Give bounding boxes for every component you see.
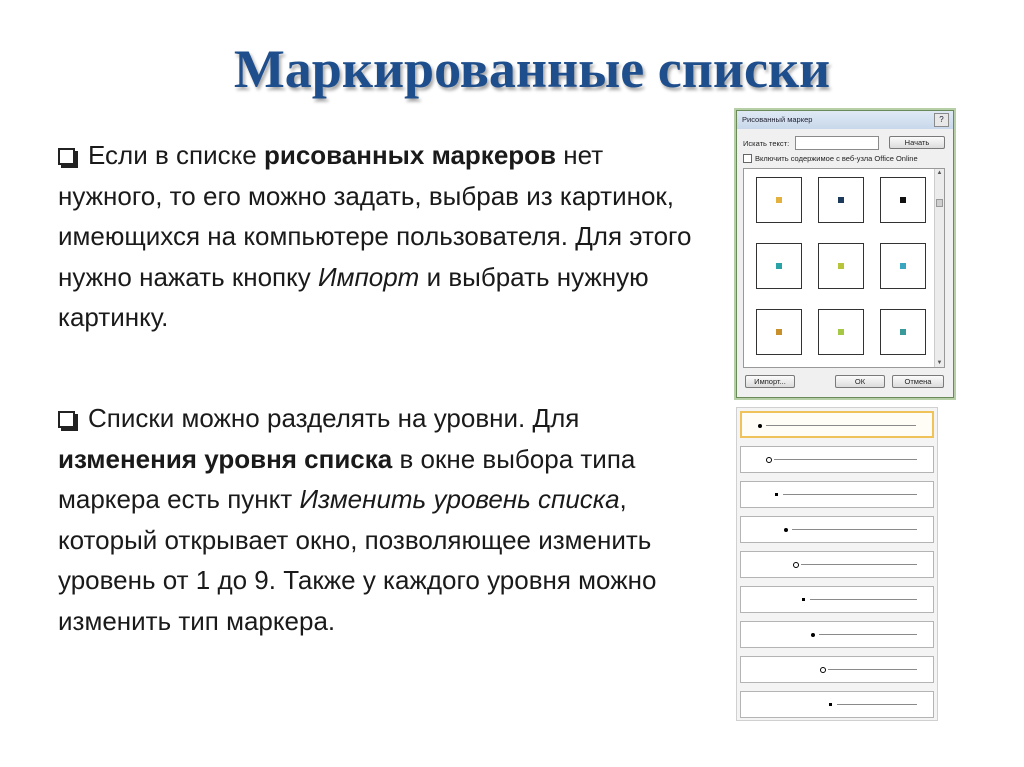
italic-import: Импорт — [318, 261, 420, 292]
level-text-line — [837, 704, 917, 705]
paragraph-list-levels: Списки можно разделять на уровни. Для изменения уровня списка в окне выбора типа маркера есть пункт Изменить уровень списка, который открывает окно, позволяющее изменить уровень от 1 до 9. Также у каждого уровня можно изменить тип маркера. — [58, 403, 657, 636]
italic-change-level: Изменить уровень списка — [299, 484, 620, 514]
checkbox-bullet-icon — [58, 411, 75, 428]
ok-button[interactable]: ОК — [835, 375, 885, 388]
import-button[interactable]: Импорт... — [745, 375, 795, 388]
square-marker-icon — [829, 703, 832, 706]
include-online-checkbox[interactable]: Включить содержимое с веб-узла Office Online — [743, 154, 918, 163]
checkbox-icon[interactable] — [743, 154, 752, 163]
dialog-title: Рисованный маркер — [742, 115, 813, 124]
scroll-down-icon[interactable]: ▼ — [936, 360, 943, 366]
dot-marker-icon — [758, 424, 762, 428]
list-level-option[interactable] — [740, 586, 934, 613]
circle-marker-icon — [820, 667, 826, 673]
bullet-picture-icon — [900, 263, 906, 269]
scroll-thumb[interactable] — [936, 199, 943, 207]
list-level-option[interactable] — [740, 411, 934, 438]
level-text-line — [801, 564, 917, 565]
bullet-picture-tile[interactable] — [756, 177, 802, 223]
list-level-option[interactable] — [740, 551, 934, 578]
bullet-picture-tile[interactable] — [880, 309, 926, 355]
bold-change-level: изменения уровня списка — [58, 443, 393, 474]
checkbox-bullet-icon — [58, 148, 75, 165]
list-level-option[interactable] — [740, 446, 934, 473]
bullet-picture-icon — [776, 197, 782, 203]
bullet-picture-icon — [900, 197, 906, 203]
bullet-picture-icon — [838, 263, 844, 269]
level-text-line — [783, 494, 917, 495]
level-text-line — [810, 599, 917, 600]
level-text-line — [774, 459, 917, 460]
level-text-line — [819, 634, 917, 635]
bullet-picture-icon — [900, 329, 906, 335]
bullet-picture-grid — [743, 168, 945, 368]
bold-drawn-markers: рисованных маркеров — [263, 140, 557, 170]
bullet-picture-icon — [776, 329, 782, 335]
list-level-option[interactable] — [740, 481, 934, 508]
bullet-picture-icon — [838, 329, 844, 335]
dialog-titlebar — [737, 111, 953, 129]
search-input[interactable] — [795, 136, 879, 150]
list-level-option[interactable] — [740, 516, 934, 543]
list-level-gallery — [736, 407, 938, 721]
dot-marker-icon — [784, 528, 788, 532]
start-button[interactable]: Начать — [889, 136, 945, 149]
list-level-option[interactable] — [740, 656, 934, 683]
help-icon[interactable]: ? — [934, 113, 949, 127]
circle-marker-icon — [793, 562, 799, 568]
level-text-line — [766, 425, 916, 426]
list-level-option[interactable] — [740, 691, 934, 718]
bullet-picture-icon — [776, 263, 782, 269]
list-level-option[interactable] — [740, 621, 934, 648]
square-marker-icon — [775, 493, 778, 496]
bullet-picture-tile[interactable] — [818, 177, 864, 223]
dot-marker-icon — [811, 633, 815, 637]
search-label: Искать текст: — [743, 139, 790, 148]
bullet-picture-tile[interactable] — [818, 309, 864, 355]
level-text-line — [828, 669, 917, 670]
circle-marker-icon — [766, 457, 772, 463]
scroll-up-icon[interactable]: ▲ — [936, 170, 943, 176]
bullet-picture-tile[interactable] — [880, 243, 926, 289]
cancel-button[interactable]: Отмена — [892, 375, 944, 388]
bullet-picture-tile[interactable] — [880, 177, 926, 223]
paragraph-custom-markers: Если в списке рисованных маркеров нет нужного, то его можно задать, выбрав из картинок, имеющихся на компьютере пользователя. Для этого нужно нажать кнопку Импорт и выбрать нужную картинку. — [58, 140, 692, 332]
bullet-picture-tile[interactable] — [818, 243, 864, 289]
vertical-scrollbar[interactable] — [934, 169, 944, 367]
picture-bullet-dialog — [736, 110, 954, 398]
bullet-picture-tile[interactable] — [756, 309, 802, 355]
bullet-picture-icon — [838, 197, 844, 203]
level-text-line — [792, 529, 917, 530]
square-marker-icon — [802, 598, 805, 601]
slide-title: Маркированные списки — [233, 39, 831, 99]
bullet-picture-tile[interactable] — [756, 243, 802, 289]
